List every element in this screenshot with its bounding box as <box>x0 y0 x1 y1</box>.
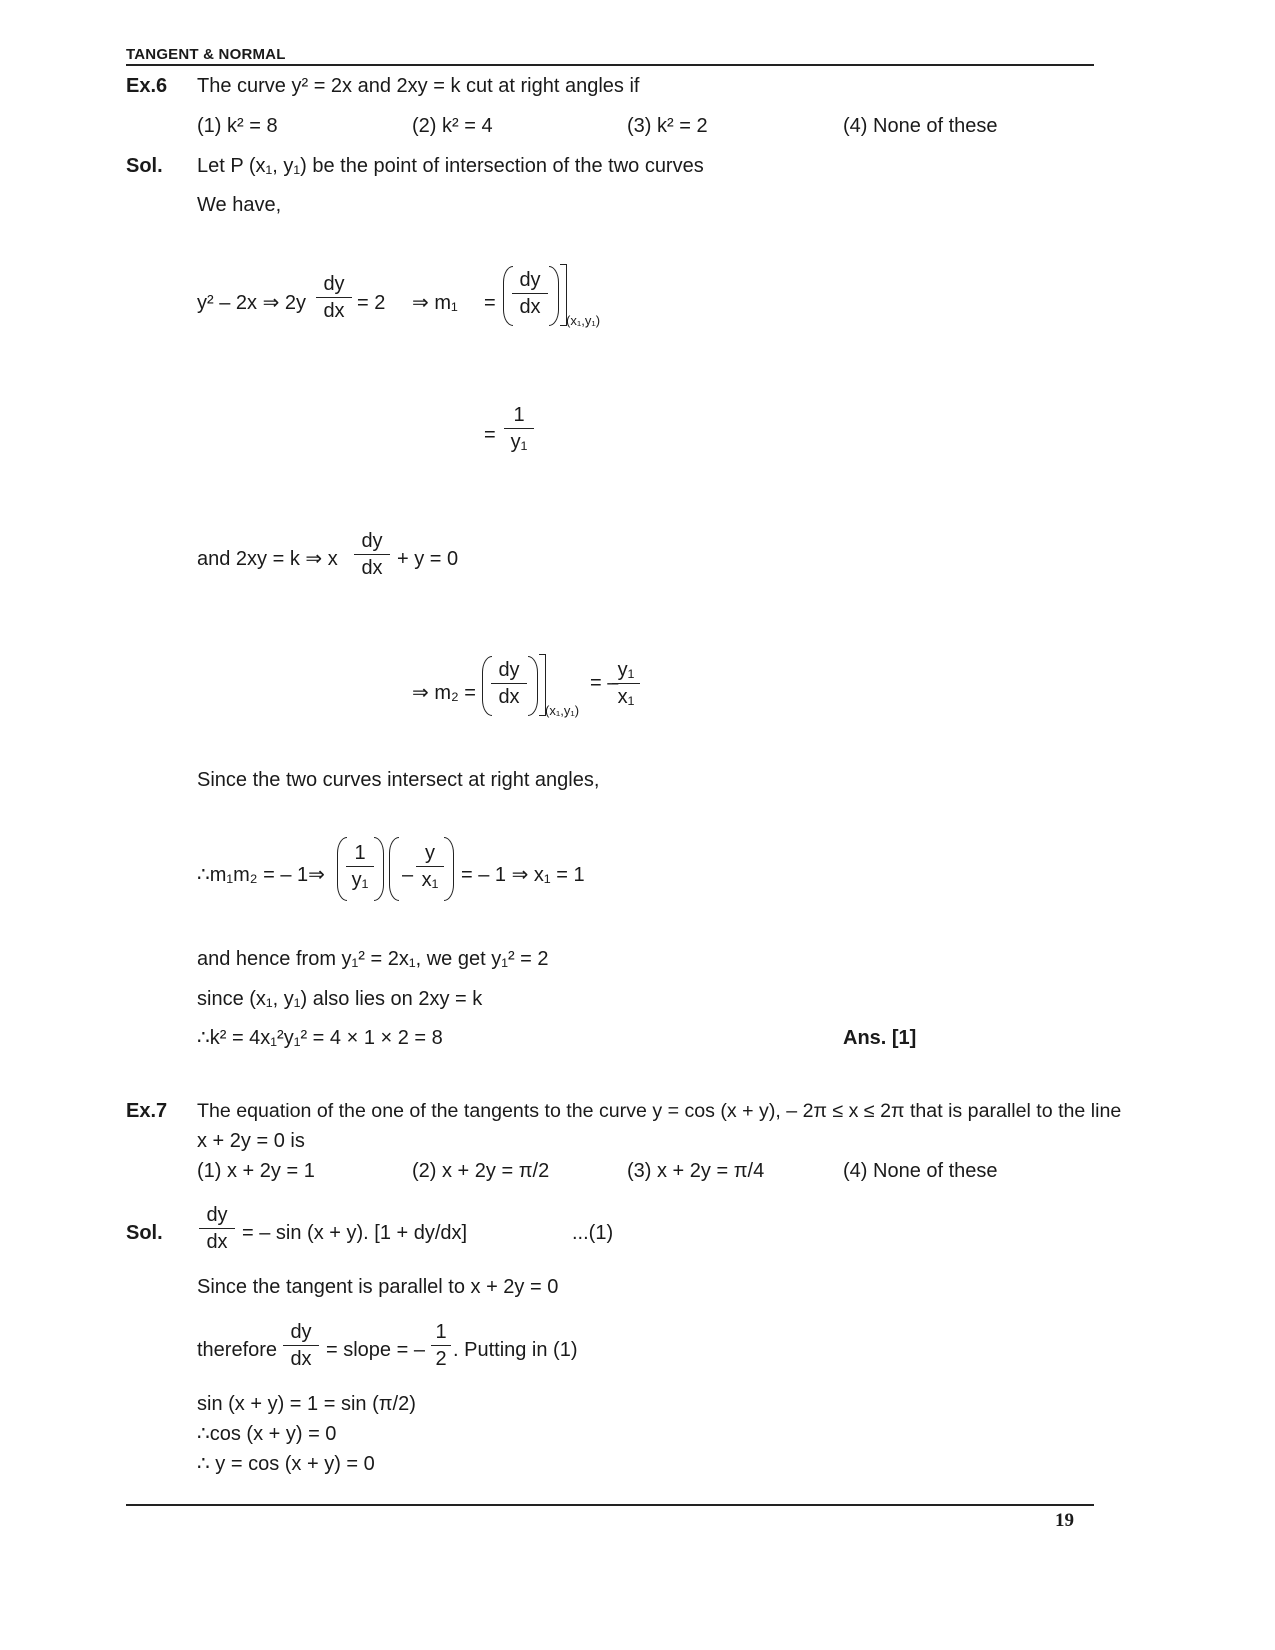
m2-equals-minus: = – <box>590 672 619 694</box>
ex7-option-2: (2) x + 2y = π/2 <box>412 1160 550 1182</box>
ex7-since-line: Since the tangent is parallel to x + 2y = 0 <box>197 1276 559 1298</box>
m2-paren-right <box>528 656 538 716</box>
header-rule <box>126 64 1094 66</box>
ex7-sol-label: Sol. <box>126 1222 163 1244</box>
ex7-half-fraction <box>431 1322 451 1369</box>
prod-left: ∴m₁m₂ = – 1⇒ <box>197 864 325 886</box>
ex6-since2-line: since (x₁, y₁) also lies on 2xy = k <box>197 988 483 1010</box>
ex7-eq1-fraction <box>199 1205 235 1252</box>
prod-fraction2-num: y <box>416 843 444 867</box>
ex6-since-line: Since the two curves intersect at right angles, <box>197 769 600 791</box>
ex7-slope-text: = slope = – <box>326 1339 425 1361</box>
ex7-line-final: ∴ y = cos (x + y) = 0 <box>197 1453 375 1475</box>
ex7-eq1-fraction-den: dx <box>206 1231 228 1253</box>
eq1-derivative <box>512 270 548 317</box>
ex6-hence-line: and hence from y₁² = 2x₁, we get y₁² = 2 <box>197 948 549 970</box>
ex6-answer: Ans. [1] <box>843 1027 917 1049</box>
eq1-derivative-den: dx <box>519 296 541 318</box>
ex7-label: Ex.7 <box>126 1100 168 1122</box>
prod-fraction2-den: x₁ <box>421 869 439 891</box>
ex7-eq1-right: = – sin (x + y). [1 + dy/dx] <box>242 1222 468 1244</box>
ex7-half-num: 1 <box>431 1322 451 1346</box>
ex7-option-3: (3) x + 2y = π/4 <box>627 1160 765 1182</box>
ex7-eq1-ref: ...(1) <box>572 1222 614 1244</box>
ex7-therefore-fraction-den: dx <box>290 1348 312 1370</box>
ex7-option-4: (4) None of these <box>843 1160 998 1182</box>
prod-paren2-right <box>444 837 454 901</box>
prod-fraction1-num: 1 <box>346 843 374 867</box>
ex7-option-1: (1) x + 2y = 1 <box>197 1160 315 1182</box>
eq2-left: and 2xy = k ⇒ x <box>197 548 338 570</box>
eq1b-fraction <box>504 405 534 452</box>
ex7-half-den: 2 <box>435 1348 447 1370</box>
eq1b-equals: = <box>484 424 496 446</box>
m2-derivative-num: dy <box>491 660 527 684</box>
ex6-sol-line2: We have, <box>197 194 282 216</box>
eq1b-fraction-den: y₁ <box>510 431 528 453</box>
m2-fraction-den: x₁ <box>617 686 635 708</box>
eq1-derivative-num: dy <box>512 270 548 294</box>
ex6-option-3: (3) k² = 2 <box>627 115 708 137</box>
ex7-therefore: therefore <box>197 1339 278 1361</box>
prod-fraction1-den: y₁ <box>351 869 369 891</box>
m2-fraction-num: y₁ <box>612 660 640 684</box>
eq2-fraction-den: dx <box>361 557 383 579</box>
eq2-fraction-num: dy <box>354 531 390 555</box>
eq1-left: y² – 2x ⇒ 2y <box>197 292 307 314</box>
prod-minus: – <box>402 864 414 886</box>
page-number: 19 <box>1055 1510 1074 1531</box>
prod-paren2-left <box>389 837 399 901</box>
ex6-option-2: (2) k² = 4 <box>412 115 493 137</box>
eq1-equals: = <box>484 292 496 314</box>
ex6-label: Ex.6 <box>126 75 168 97</box>
prod-paren1-right <box>374 837 384 901</box>
ex7-line-sin: sin (x + y) = 1 = sin (π/2) <box>197 1393 416 1415</box>
ex7-therefore-fraction <box>283 1322 319 1369</box>
prod-fraction1 <box>346 843 374 890</box>
ex6-sol-label: Sol. <box>126 155 163 177</box>
ex7-line-cos: ∴cos (x + y) = 0 <box>197 1423 337 1445</box>
eq1-eval-point: (x₁,y₁) <box>566 313 601 328</box>
ex7-therefore-fraction-num: dy <box>283 1322 319 1346</box>
eq1-m1: ⇒ m₁ <box>412 292 458 314</box>
eq1-paren-right <box>549 266 559 326</box>
m2-derivative-den: dx <box>498 686 520 708</box>
ex6-option-4: (4) None of these <box>843 115 998 137</box>
eq1-fraction-num: dy <box>316 274 352 298</box>
ex6-k-line: ∴k² = 4x₁²y₁² = 4 × 1 × 2 = 8 <box>197 1027 443 1049</box>
prod-fraction2 <box>416 843 444 890</box>
m2-eval-point: (x₁,y₁) <box>545 703 580 718</box>
eq2-right: + y = 0 <box>397 548 459 570</box>
ex7-eq1-fraction-num: dy <box>199 1205 235 1229</box>
eq1-mid: = 2 <box>357 292 386 314</box>
ex6-sol-line1: Let P (x₁, y₁) be the point of intersection of the two curves <box>197 155 704 177</box>
eq1-fraction-den: dx <box>323 300 345 322</box>
eq2-fraction <box>354 531 390 578</box>
eq1b-fraction-num: 1 <box>504 405 534 429</box>
m2-fraction <box>612 660 640 707</box>
footer-rule <box>126 1504 1094 1506</box>
ex6-question: The curve y² = 2x and 2xy = k cut at right angles if <box>197 75 640 97</box>
page-header-title: TANGENT & NORMAL <box>126 46 286 63</box>
ex7-question-line2: x + 2y = 0 is <box>197 1130 305 1152</box>
m2-derivative <box>491 660 527 707</box>
prod-right: = – 1 ⇒ x₁ = 1 <box>461 864 585 886</box>
eq1-fraction <box>316 274 352 321</box>
ex6-option-1: (1) k² = 8 <box>197 115 278 137</box>
m2-label: ⇒ m₂ = <box>412 682 476 704</box>
ex7-question-line1: The equation of the one of the tangents to the curve y = cos (x + y), – 2π ≤ x ≤ 2π that is parallel to the line <box>197 1100 1122 1122</box>
ex7-putting: . Putting in (1) <box>453 1339 578 1361</box>
